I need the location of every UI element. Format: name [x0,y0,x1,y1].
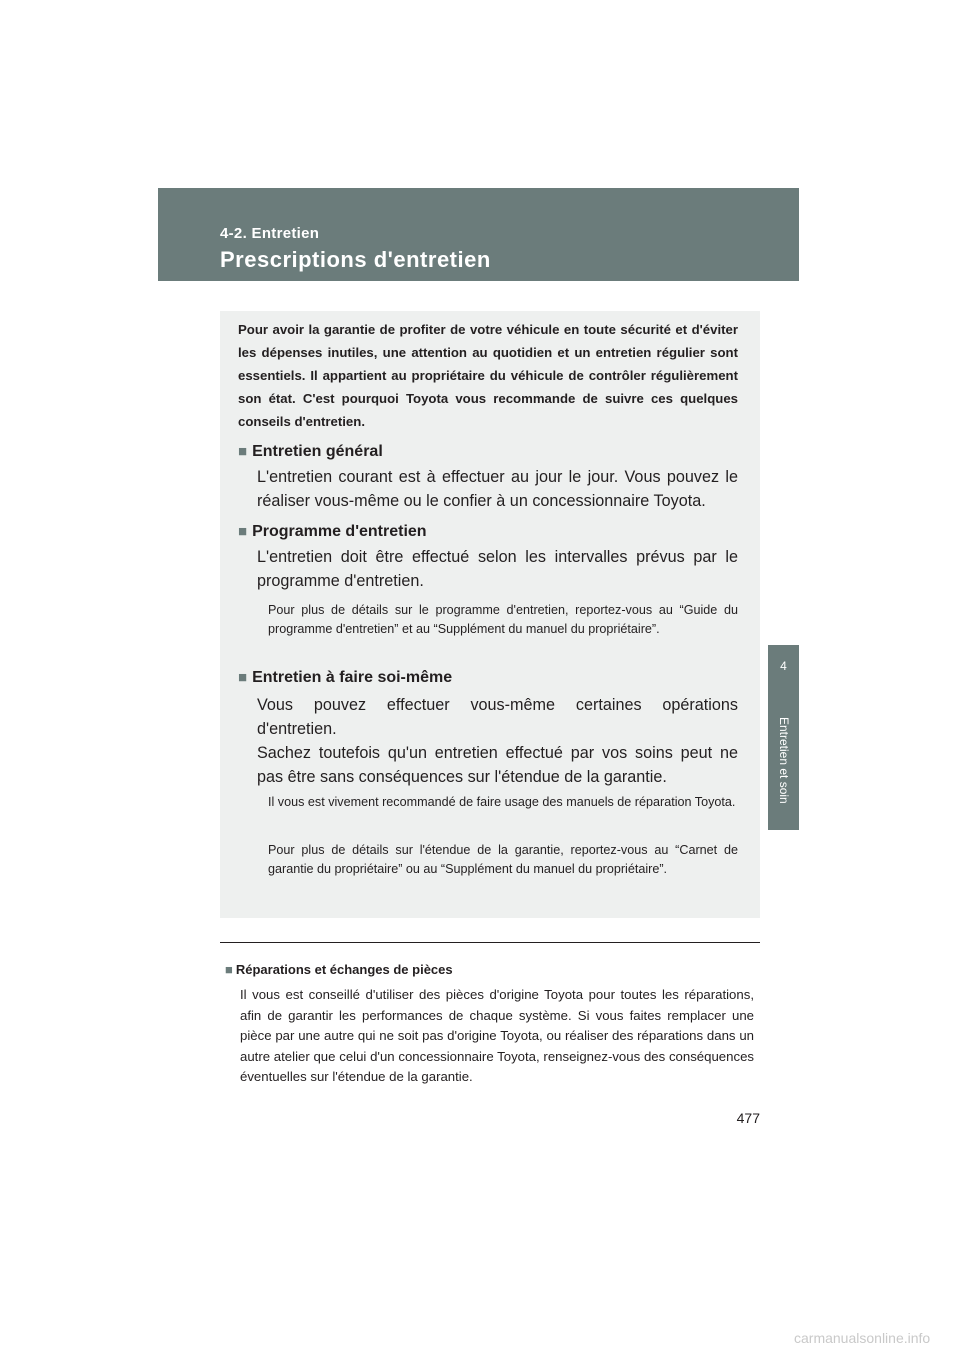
section-title-diy [238,669,452,687]
repairs-title [225,962,453,977]
body-paragraph: L'entretien doit être effectué selon les intervalles prévus par le programme d'entretien. [257,548,738,590]
body-paragraph: Vous pouvez effectuer vous-même certaines opérations d'entretien. [257,696,738,738]
section-title-text: Programme d'entretien [252,523,427,540]
section-label: 4-2. Entretien [220,225,320,242]
section-title-program [238,523,427,541]
note-program: Pour plus de détails sur le programme d'entretien, reportez-vous au “Guide du programme d'entretien” et au “Supplément du manuel du propriétaire”. [268,603,738,636]
body-paragraph: Sachez toutefois qu'un entretien effectué par vos soins peut ne pas être sans conséquences sur l'étendue de la garantie. [257,744,738,786]
square-bullet-icon: ■ [238,443,248,460]
square-bullet-icon: ■ [225,962,233,977]
square-bullet-icon: ■ [238,523,248,540]
chapter-side-tab[interactable] [768,645,799,830]
divider [220,942,760,943]
note-diy-manuals: Il vous est vivement recommandé de faire usage des manuels de réparation Toyota. [268,795,736,809]
intro-paragraph: Pour avoir la garantie de profiter de votre véhicule en toute sécurité et d'éviter les dépenses inutiles, une attention au quotidien et un entretien régulier sont essentiels. Il appartient au propriétaire du véhicule de contrôler régulièrement son état. C'est pourquoi Toyota vous recommande de suivre ces quelques conseils d'entretien. [238,322,738,429]
section-title-text: Entretien général [252,443,383,460]
repairs-body: Il vous est conseillé d'utiliser des pièces d'origine Toyota pour toutes les réparations, afin de garantir les performances de chaque système. Si vous faites remplacer une pièce par une autre qui ne soit pas d'origine Toyota, ou réaliser des réparations dans un autre atelier que celui d'un concessionnaire Toyota, renseignez-vous des conséquences éventuelles sur l'étendue de la garantie. [240,987,754,1084]
section-body-program [257,545,738,593]
page-title: Prescriptions d'entretien [220,247,491,272]
chapter-number: 4 [780,659,787,673]
page-number: 477 [736,1110,760,1126]
section-title-text: Entretien à faire soi-même [252,669,453,686]
note-diy-warranty: Pour plus de détails sur l'étendue de la garantie, reportez-vous au “Carnet de garantie du propriétaire” ou au “Supplément du manuel du propriétaire”. [268,843,738,876]
square-bullet-icon: ■ [238,669,248,686]
maintenance-info-box [220,311,760,918]
section-title-general [238,443,383,461]
watermark: carmanualsonline.info [794,1330,931,1346]
section-body-general [257,465,738,513]
header-band [158,188,799,281]
section-body-diy [257,693,738,789]
repairs-title-text: Réparations et échanges de pièces [235,962,453,977]
chapter-label: Entretien et soin [777,717,791,804]
body-paragraph: L'entretien courant est à effectuer au jour le jour. Vous pouvez le réaliser vous-même ou le confier à un concessionnaire Toyota. [257,468,738,510]
